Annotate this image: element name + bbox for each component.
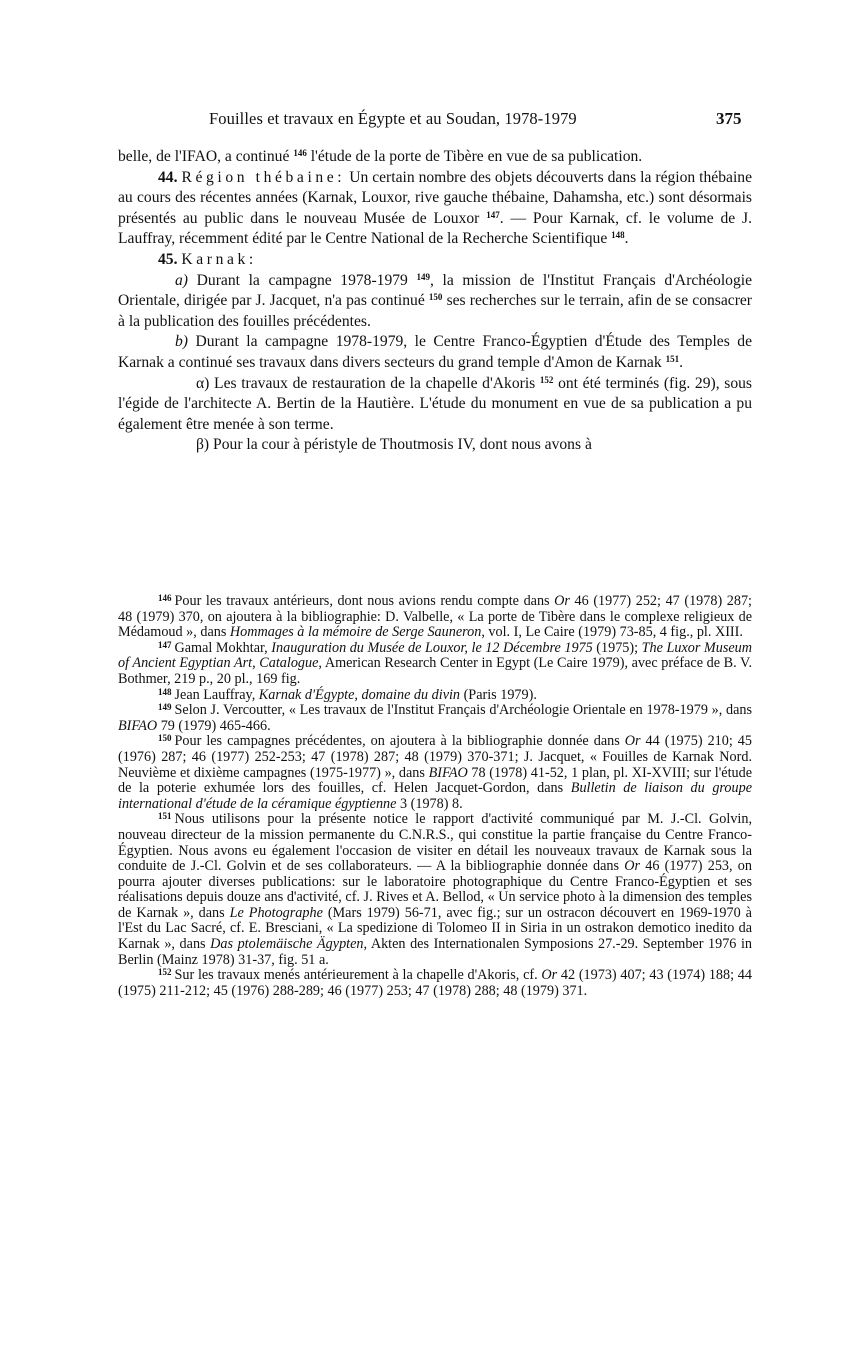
footnote-text: 3 (1978) 8. [396,795,463,812]
footnote-152 [118,968,752,999]
footnote-text: 79 (1979) 465-466. [157,717,271,734]
footnote-italic: Das ptolemäische Ägypten [210,936,364,953]
footnote-text: Gamal Mokhtar, [174,639,272,656]
section-number: 45. [158,250,178,268]
footnote-149 [118,703,752,734]
footnote-italic: Or [624,858,641,875]
footnote-text: (Paris 1979). [460,686,537,703]
footnote-text: (1975); [592,639,642,656]
footnote-151 [118,812,752,968]
footnote-italic: Or [541,967,558,984]
footnote-italic: Inauguration du Musée de Louxor, le 12 Décembre 1975 [271,639,593,656]
footnote-148 [118,688,752,704]
running-head: Fouilles et travaux en Égypte et au Soudan, 1978-1979 [209,109,577,128]
item-label: b) [175,333,188,351]
paragraph-a: a) Durant la campagne 1978-1979 $^{149}$, la mission de l'Institut Français d'Archéologie Orientale, dirigée par J. Jacquet, n'a pas continué $^{150}$ ses recherches sur le terrain, afin de se consacrer à la publication des fouilles précédentes. [118,271,753,330]
footnotes [118,594,752,999]
footnote-150 [118,734,752,812]
footnote-147 [118,641,752,688]
footnote-text: Nous utilisons pour la présente notice le rapport d'activité communiqué par M. J.-Cl. Golvin, nouveau directeur de la mission permanente du C.N.R.S., qui constitue la partie française du Centre Franco-Égyptien. Nous avons eu également l'occasion de visiter en détail les nouveaux travaux de Karnak sous la conduite de J.-Cl. Golvin et de ses collaborateurs. — A la bibliographie donnée dans [118,811,752,875]
footnote-text: , American Research Center in Egypt (Le Caire 1979), avec préface de B. V. Bothmer, 219 p., 20 pl., 169 fig. [118,655,752,687]
footnote-italic: Or [624,733,641,750]
page-number: 375 [716,109,742,128]
footnote-text: , Akten des Internationalen Symposions 27.-29. September 1976 in Berlin (Mainz 1978) 31-37, fig. 51 a. [118,936,752,968]
footnote-ref: 147 [486,209,500,220]
paragraph-continuation: belle, de l'IFAO, a continué $^{146}$ l'étude de la porte de Tibère en vue de sa publication. [118,148,643,165]
footnote-text: Pour les travaux antérieurs, dont nous avions rendu compte dans [174,593,555,609]
footnote-text: , vol. I, Le Caire (1979) 73-85, 4 fig., pl. XIII. [481,624,743,641]
footnote-ref: 150 [428,292,443,303]
footnote-italic: Hommages à la mémoire de Serge Sauneron [229,624,482,641]
footnote-italic: Or [554,593,570,609]
item-label: a) [175,271,188,289]
footnote-italic: BIFAO [118,717,158,734]
footnote-text: Pour les campagnes précédentes, on ajoutera à la bibliographie donnée dans [174,733,625,750]
body-text [118,147,752,456]
section-44: 44. Région thébaine: Un certain nombre des objets découverts dans la région thébaine au cours des récentes années (Karnak, Louxor, rive gauche thébaine, Dahamsha, etc.) sont désormais présentés au public dans le nouveau Musée de Louxor $^{147}$. — Pour Karnak, cf. le volume de J. Lauffray, récemment édité par le Centre National de la Recherche Scientifique $^{148}$. [118,168,753,248]
footnote-text: Jean Lauffray, [174,686,259,703]
footnote-number: 148 [158,686,172,697]
footnote-number: 147 [158,639,172,650]
item-label: β) [196,436,210,454]
footnote-146 [118,594,752,641]
footnote-text: Sur les travaux menés antérieurement à la chapelle d'Akoris, cf. [174,967,542,984]
footnote-text: Selon J. Vercoutter, « Les travaux de l'Institut Français d'Archéologie Orientale en 1978-1979 », dans [174,702,752,719]
footnote-text: (Mars 1979) 56-71, avec fig.; sur un ostracon découvert en 1969-1970 à l'Est du Lac Sacré, cf. E. Bresciani, « La spedizione di Tolomeo II in Siria in un ostrakon demotico inedito da Karnak », dans [118,904,752,953]
paragraph-alpha: α) Les travaux de restauration de la chapelle d'Akoris $^{152}$ ont été terminés (fig. 29), sous l'égide de l'architecte A. Bertin de la Hautière. L'étude du monument en vue de sa publication a pu également être menée à son terme. [118,374,753,433]
footnote-ref: 152 [539,374,554,385]
section-45 [118,250,752,271]
footnote-ref: 148 [611,230,625,241]
footnote-italic: Le Photographe [229,904,323,921]
footnote-text: 44 (1975) 210; 45 (1976) 287; 46 (1977) 252-253; 47 (1978) 287; 48 (1979) 370-371; J. Jacquet, « Fouilles de Karnak Nord. Neuvième et dixième campagnes (1975-1977) », dans [118,733,752,781]
footnote-italic: Bulletin de liaison du groupe international d'étude de la céramique égyptienne [118,780,752,812]
footnote-ref: 151 [665,353,680,364]
paragraph-b: b) Durant la campagne 1978-1979, le Centre Franco-Égyptien d'Étude des Temples de Karnak a continué ses travaux dans divers secteurs du grand temple d'Amon de Karnak $^{151}$. [118,333,752,371]
footnote-number: 149 [158,702,172,713]
footnote-italic: The Luxor Museum of Ancient Egyptian Art, Catalogue [118,639,752,672]
footnote-text: 46 (1977) 253, on pourra ajouter diverses publications: sur le laboratoire photographique du Centre Franco-Égyptien et ses réalisations depuis douze ans d'activité, cf. J. Rives et A. Bellod, « Un service photo à la dimension des temples de Karnak », dans [118,858,752,921]
footnote-italic: Karnak d'Égypte, domaine du divin [258,686,461,703]
footnote-text: 78 (1978) 41-52, 1 plan, pl. XI-XVIII; sur l'étude de la poterie exhumée lors des fouilles, cf. Helen Jacquet-Gordon, dans [118,764,753,797]
item-label: α) [196,374,210,392]
footnote-text: 42 (1973) 407; 43 (1974) 188; 44 (1975) 211-212; 45 (1976) 288-289; 46 (1977) 253; 47 (1978) 288; 48 (1979) 371. [118,967,752,999]
footnote-number: 151 [158,811,172,822]
section-title: Karnak: [181,250,257,268]
section-title: Région thébaine: [181,168,346,186]
paragraph-beta: β) Pour la cour à péristyle de Thoutmosis IV, dont nous avons à [196,436,592,454]
footnote-ref: 146 [293,148,307,158]
footnote-number: 146 [158,593,172,603]
footnote-ref: 149 [416,271,430,282]
footnote-italic: BIFAO [428,764,468,781]
footnote-number: 152 [158,967,172,978]
section-number: 44. [158,168,178,186]
footnote-number: 150 [158,733,172,744]
footnote-text: 46 (1977) 252; 47 (1978) 287; 48 (1979) 370, on ajoutera à la bibliographie: D. Valbelle, « La porte de Tibère dans le complexe religieux de Médamoud », dans [118,593,752,641]
